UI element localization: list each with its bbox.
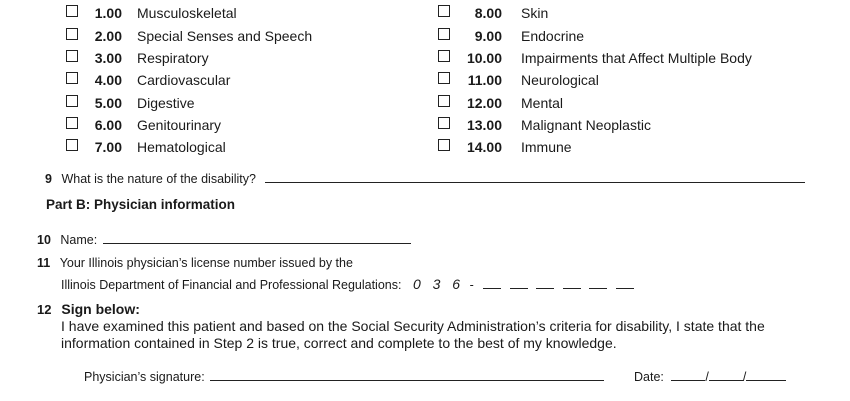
category-label: Skin (521, 5, 549, 21)
disability-nature-field[interactable] (265, 170, 805, 183)
date-month-field[interactable] (671, 368, 705, 381)
category-code: 9.00 (474, 28, 502, 44)
category-label: Impairments that Affect Multiple Body (521, 50, 752, 66)
question-number: 9 (45, 172, 52, 186)
question-number: 12 (37, 302, 52, 317)
license-number-field[interactable] (477, 278, 633, 292)
question-text: What is the nature of the disability? (61, 172, 256, 186)
category-label: Mental (521, 95, 564, 111)
category-label: Cardiovascular (137, 72, 231, 88)
license-prefix: 0 3 6 (412, 276, 465, 292)
category-code: 7.00 (94, 139, 122, 155)
category-code: 4.00 (94, 72, 122, 88)
physician-name-field[interactable] (103, 231, 411, 244)
category-code: 5.00 (94, 95, 122, 111)
category-code: 14.00 (466, 139, 502, 155)
question-text: Illinois Department of Financial and Professional Regulations: (61, 278, 402, 292)
category-code: 11.00 (467, 72, 502, 88)
question-number: 10 (37, 233, 51, 247)
section-heading: Part B: Physician information (46, 197, 236, 212)
attestation-line-1: I have examined this patient and based on the Social Security Administration’s criteria for disability, I state that the (61, 318, 765, 334)
question-10 (37, 231, 411, 247)
category-label: Respiratory (137, 50, 209, 66)
license-line (61, 276, 634, 292)
category-code: 12.00 (466, 95, 502, 111)
category-label: Neurological (521, 72, 599, 88)
question-heading: Sign below: (61, 301, 140, 317)
category-code: 13.00 (466, 117, 502, 133)
date-year-field[interactable] (746, 368, 786, 381)
question-text: Name: (60, 233, 98, 247)
question-number: 11 (37, 256, 51, 270)
signature-field[interactable] (210, 368, 604, 381)
category-label: Immune (521, 139, 572, 155)
attestation-line-2: information contained in Step 2 is true, correct and complete to the best of my knowledge. (61, 335, 617, 351)
category-code: 2.00 (94, 28, 122, 44)
category-label: Genitourinary (137, 117, 222, 133)
category-label: Hematological (137, 139, 226, 155)
category-code: 1.00 (94, 5, 122, 21)
date-row (634, 368, 786, 384)
category-label: Endocrine (521, 28, 585, 44)
category-code: 10.00 (466, 50, 502, 66)
question-text: Your Illinois physician’s license number issued by the (59, 256, 353, 270)
license-dash: - (469, 278, 474, 292)
category-label: Digestive (137, 95, 195, 111)
category-label: Musculoskeletal (137, 5, 237, 21)
category-code: 3.00 (94, 50, 122, 66)
category-code: 6.00 (94, 117, 122, 133)
question-12 (37, 301, 140, 317)
date-separator: / (742, 370, 747, 384)
date-day-field[interactable] (709, 368, 743, 381)
category-code: 8.00 (474, 5, 502, 21)
category-label: Special Senses and Speech (137, 28, 313, 44)
question-11 (37, 256, 353, 270)
date-label: Date: (634, 370, 664, 384)
signature-label: Physician’s signature: (84, 370, 205, 384)
signature-row (84, 368, 604, 384)
question-9 (45, 170, 805, 186)
category-label: Malignant Neoplastic (521, 117, 651, 133)
date-separator: / (705, 370, 709, 384)
